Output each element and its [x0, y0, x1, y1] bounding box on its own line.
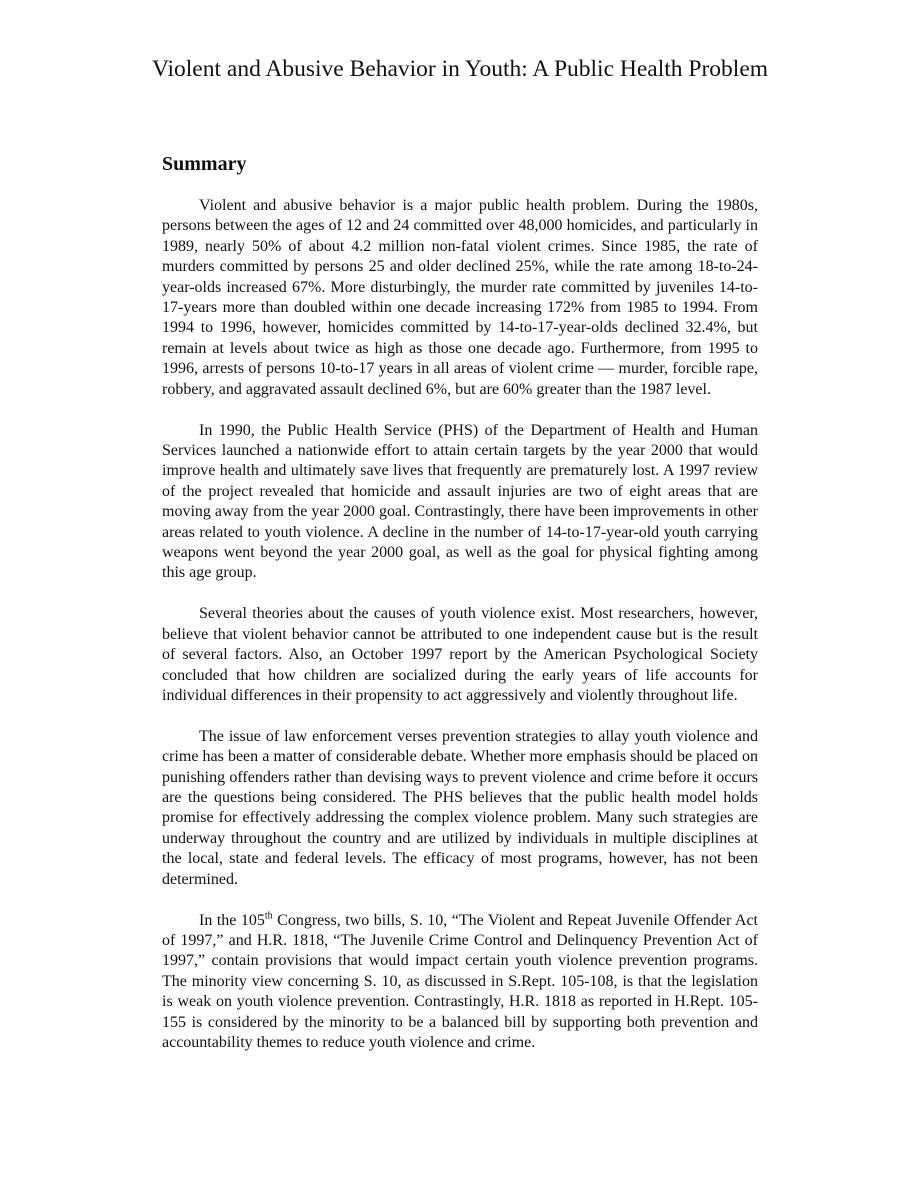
paragraph-1: Violent and abusive behavior is a major public health problem. During the 1980s, persons between the ages of 12 and 24 committed over 48,000 homicides, and particularly in 1989, nearly 50% of about 4.2 million non-fatal violent crimes. Since 1985, the rate of murders committed by persons 25 and older declined 25%, while the rate among 18-to-24-year-olds increased 67%. More disturbingly, the murder rate committed by juveniles 14-to-17-years more than doubled within one decade increasing 172% from 1985 to 1994. From 1994 to 1996, however, homicides committed by 14-to-17-year-olds declined 32.4%, but remain at levels about twice as high as those one decade ago. Furthermore, from 1995 to 1996, arrests of persons 10-to-17 years in all areas of violent crime — murder, forcible rape, robbery, and aggravated assault declined 6%, but are 60% greater than the 1987 level. [162, 197, 758, 398]
document-title: Violent and Abusive Behavior in Youth: A Public Health Problem [151, 56, 769, 82]
paragraph-5 [162, 911, 758, 1054]
paragraph-3: Several theories about the causes of youth violence exist. Most researchers, however, believe that violent behavior cannot be attributed to one independent cause but is the result of several factors. Also, an October 1997 report by the American Psychological Society concluded that how children are socialized during the early years of life accounts for individual differences in their propensity to act aggressively and violently throughout life. [162, 605, 758, 704]
paragraph-4: The issue of law enforcement verses prevention strategies to allay youth violence and crime has been a matter of considerable debate. Whether more emphasis should be placed on punishing offenders rather than devising ways to prevent violence and crime before it occurs are the questions being considered. The PHS believes that the public health model holds promise for effectively addressing the complex violence problem. Many such strategies are underway throughout the country and are utilized by individuals in multiple disciplines at the local, state and federal levels. The efficacy of most programs, however, has not been determined. [162, 727, 758, 888]
paragraph-2: In 1990, the Public Health Service (PHS) of the Department of Health and Human Services launched a nationwide effort to attain certain targets by the year 2000 that would improve health and ultimately save lives that frequently are prematurely lost. A 1997 review of the project revealed that homicide and assault injuries are two of eight areas that are moving away from the year 2000 goal. Contrastingly, there have been improvements in other areas related to youth violence. A decline in the number of 14-to-17-year-old youth carrying weapons went beyond the year 2000 goal, as well as the goal for physical fighting among this age group. [162, 421, 758, 582]
paragraph-5-start: In the 105 [199, 911, 265, 929]
document-body [162, 196, 758, 1074]
section-heading: Summary [162, 153, 247, 175]
ordinal-suffix: th [264, 910, 273, 922]
paragraph-5-rest: Congress, two bills, S. 10, “The Violent and Repeat Juvenile Offender Act of 1997,” and H.R. 1818, “The Juvenile Crime Control and Delinquency Prevention Act of 1997,” contain provisions that would impact certain youth violence prevention programs. The minority view concerning S. 10, as discussed in S.Rept. 105-108, is that the legislation is weak on youth violence prevention. Contrastingly, H.R. 1818 as reported in H.Rept. 105-155 is considered by the minority to be a balanced bill by supporting both prevention and accountability themes to reduce youth violence and crime. [162, 911, 759, 1052]
